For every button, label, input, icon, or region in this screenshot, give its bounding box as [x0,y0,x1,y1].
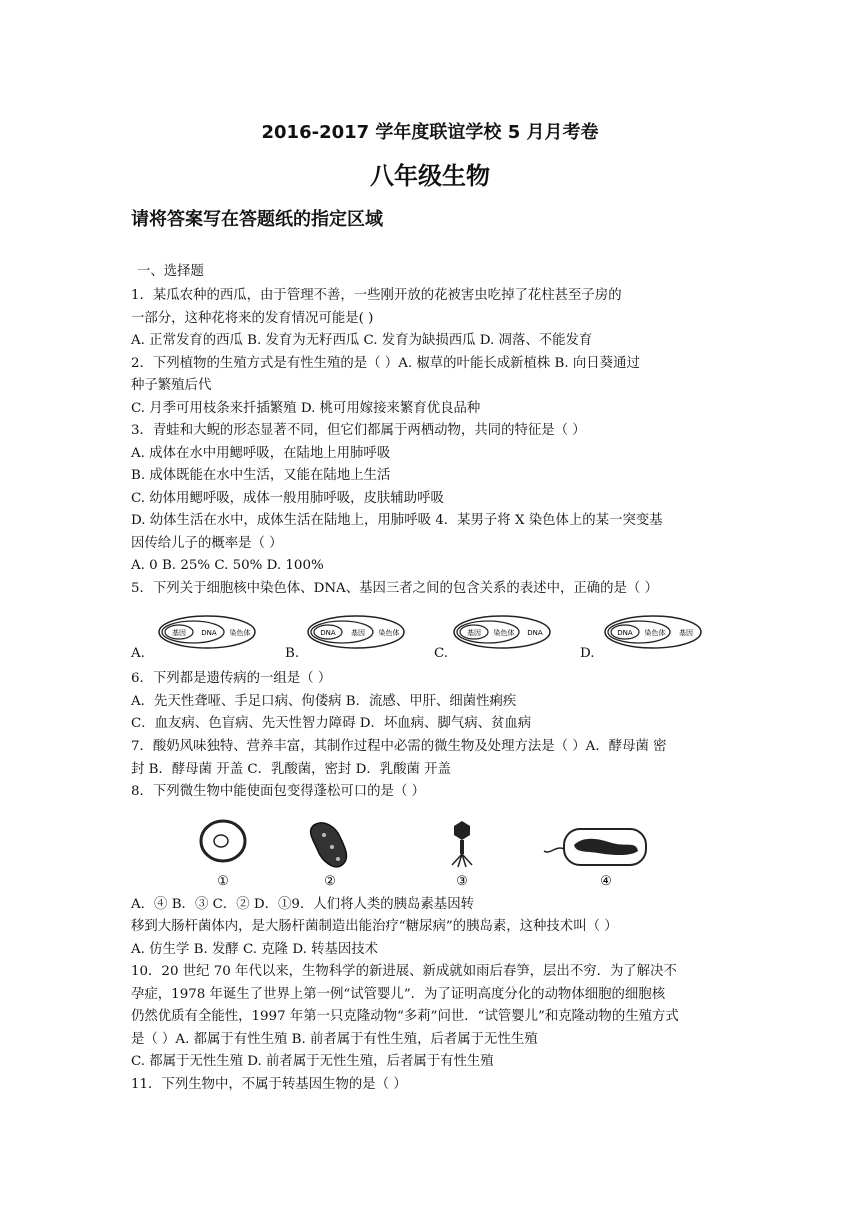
q5-figure-c [452,614,552,650]
q2-stem-line2: 种子繁殖后代 [131,378,212,393]
q5-a-label-inner: 基因 [172,629,186,637]
q4-options: A. 0 B. 25% C. 50% D. 100% [131,558,324,573]
q5-stem: 5．下列关于细胞核中染色体、DNA、基因三者之间的包含关系的表述中，正确的是（ ） [131,581,658,596]
q5-option-a: A. [131,646,145,661]
q10-options-cd: C. 都属于无性生殖 D. 前者属于无性生殖，后者属于有性生殖 [131,1054,494,1069]
q4-stem-line2: 因传给儿子的概率是（ ） [131,536,283,551]
q5-c-label-mid: 染色体 [493,629,515,637]
q5-d-label-inner: DNA [617,629,633,637]
q6-options-ab: A．先天性聋哑、手足口病、佝偻病 B．流感、甲肝、细菌性痢疾 [131,694,517,709]
q8-figure-2-fungus [300,815,360,889]
q6-options-cd: C．血友病、色盲病、先天性智力障碍 D．坏血病、脚气病、贫血病 [131,716,532,731]
q10-stem-line4: 是（ ）A. 都属于有性生殖 B. 前者属于有性生殖，后者属于无性生殖 [131,1032,538,1047]
q1-options: A. 正常发育的西瓜 B. 发育为无籽西瓜 C. 发育为缺损西瓜 D. 凋落、不能发育 [131,333,593,348]
q8-fig-label-2: ② [324,874,336,889]
q10-stem-line2: 孕症，1978 年诞生了世界上第一例“试管婴儿”．为了证明高度分化的动物体细胞的细胞核 [131,987,666,1002]
q1-stem-line1: 1．某瓜农种的西瓜，由于管理不善，一些刚开放的花被害虫吃掉了花柱甚至子房的 [131,288,622,303]
q3-stem: 3．青蛙和大鲵的形态显著不同，但它们都属于两栖动物，共同的特征是（ ） [131,423,586,438]
q6-stem: 6．下列都是遗传病的一组是（ ） [131,671,332,686]
q9-stem-line2: 移到大肠杆菌体内，是大肠杆菌制造出能治疗“糖尿病”的胰岛素，这种技术叫（ ） [131,919,618,934]
q8-figure-3-virus [432,815,492,889]
q8-fig-label-1: ① [217,874,229,889]
q5-figure-a [157,614,257,650]
subject-title: 八年级生物 [370,162,490,190]
q5-a-label-outer: 染色体 [229,629,251,637]
q7-stem-line2: 封 B．酵母菌 开盖 C．乳酸菌，密封 D．乳酸菌 开盖 [131,762,451,777]
q8-fig-label-3: ③ [456,874,468,889]
q5-option-d: D. [580,646,595,661]
q2-stem-line1: 2．下列植物的生殖方式是有性生殖的是（ ）A. 椒草的叶能长成新植株 B. 向日葵通过 [131,356,640,371]
section-heading: 一、选择题 [137,264,204,279]
q8-stem: 8．下列微生物中能使面包变得蓬松可口的是（ ） [131,784,425,799]
q5-a-label-mid: DNA [201,629,217,637]
q11-stem: 11．下列生物中，不属于转基因生物的是（ ） [131,1077,407,1092]
q5-option-c: C. [434,646,449,661]
q1-stem-line2: 一部分，这种花将来的发育情况可能是( ) [131,311,374,326]
q5-figure-b [306,614,406,650]
q5-option-b: B. [285,646,300,661]
q2-options: C. 月季可用枝条来扦插繁殖 D. 桃可用嫁接来繁育优良品种 [131,401,481,416]
q3-option-b: B. 成体既能在水中生活，又能在陆地上生活 [131,468,391,483]
exam-title: 2016-2017 学年度联谊学校 5 月月考卷 [261,122,599,143]
q9-options: A. 仿生学 B. 发酵 C. 克隆 D. 转基因技术 [131,942,379,957]
q8-fig-label-4: ④ [600,874,612,889]
q5-c-label-inner: 基因 [467,629,481,637]
q8-figure-4-bacterium [540,815,650,889]
q5-d-label-mid: 染色体 [644,629,666,637]
q3-option-d: D. 幼体生活在水中，成体生活在陆地上，用肺呼吸 4．某男子将 X 染色体上的某一突变基 [131,513,663,528]
q10-stem-line1: 10．20 世纪 70 年代以来，生物科学的新进展、新成就如雨后春笋，层出不穷．为了解决不 [131,964,677,979]
q3-option-a: A. 成体在水中用鳃呼吸，在陆地上用肺呼吸 [131,446,391,461]
q5-b-label-outer: 染色体 [378,629,400,637]
q10-stem-line3: 仍然优质有全能性，1997 年第一只克隆动物“多莉”问世．“试管婴儿”和克隆动物的生殖方式 [131,1009,679,1024]
q8-figure-1-yeast-cell [195,815,255,889]
answer-instruction: 请将答案写在答题纸的指定区域 [131,209,383,230]
q5-b-label-mid: 基因 [351,629,365,637]
q5-d-label-outer: 基因 [679,629,693,637]
q8-options-q9-stem: A．④ B．③ C．② D．①9．人们将人类的胰岛素基因转 [131,897,474,912]
q5-b-label-inner: DNA [320,629,336,637]
q7-stem-line1: 7．酸奶风味独特、营养丰富，其制作过程中必需的微生物及处理方法是（ ）A．酵母菌 密 [131,739,667,754]
q3-option-c: C. 幼体用鳃呼吸，成体一般用肺呼吸，皮肤辅助呼吸 [131,491,444,506]
q5-c-label-outer: DNA [527,629,543,637]
q5-figure-d [603,614,703,650]
